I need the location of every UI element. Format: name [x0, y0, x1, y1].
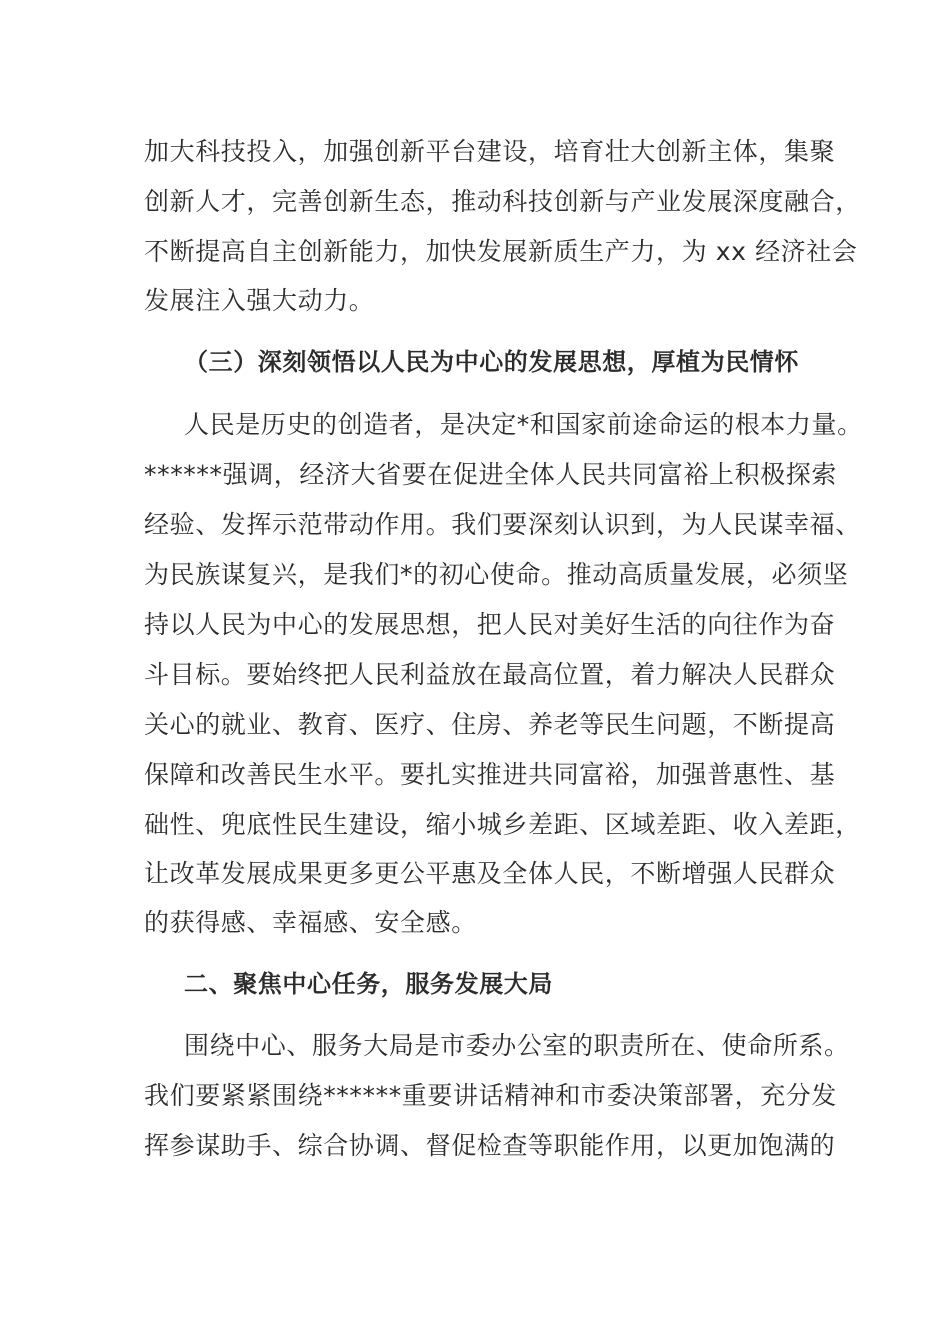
paragraph-line — [144, 509, 861, 545]
line-text: 的获得感、幸福感、安全感。 — [144, 908, 477, 937]
paragraph-line — [144, 136, 836, 172]
line-text: 让改革发展成果更多更公平惠及全体人民，不断增强人民群众 — [144, 859, 836, 888]
paragraph-line — [144, 186, 861, 222]
paragraph-line — [144, 659, 836, 695]
paragraph-line — [144, 759, 836, 795]
paragraph-line — [144, 858, 836, 894]
line-text: 为民族谋复兴，是我们*的初心使命。推动高质量发展，必须坚 — [144, 560, 849, 589]
paragraph-line — [144, 236, 858, 272]
paragraph-line — [184, 1030, 850, 1066]
line-text: 关心的就业、教育、医疗、住房、养老等民生问题，不断提高 — [144, 710, 836, 739]
line-text: 经验、发挥示范带动作用。我们要深刻认识到，为人民谋幸福、 — [144, 510, 861, 539]
line-text: 围绕中心、服务大局是市委办公室的职责所在、使命所系。 — [184, 1031, 850, 1060]
line-text: 人民是历史的创造者，是决定*和国家前途命运的根本力量。 — [184, 410, 863, 439]
paragraph-line — [144, 459, 838, 495]
paragraph-line — [144, 1130, 836, 1166]
line-text: 发展注入强大动力。 — [144, 286, 375, 315]
line-text: ******强调，经济大省要在促进全体人民共同富裕上积极探索 — [144, 460, 838, 489]
paragraph-line — [144, 907, 824, 943]
line-text: 挥参谋助手、综合协调、督促检查等职能作用，以更加饱满的 — [144, 1131, 836, 1160]
line-text: 我们要紧紧围绕******重要讲话精神和市委决策部署，充分发 — [144, 1081, 838, 1110]
paragraph-line — [184, 409, 863, 445]
line-text: 持以人民为中心的发展思想，把人民对美好生活的向往作为奋 — [144, 610, 836, 639]
heading-text: （三）深刻领悟以人民为中心的发展思想，厚植为民情怀 — [184, 348, 799, 376]
paragraph-line — [144, 285, 824, 321]
paragraph-line — [144, 809, 861, 845]
paragraph-line — [144, 709, 836, 745]
paragraph-line — [144, 1080, 838, 1116]
line-text: 斗目标。要始终把人民利益放在最高位置，着力解决人民群众 — [144, 660, 836, 689]
line-text: 保障和改善民生水平。要扎实推进共同富裕，加强普惠性、基 — [144, 760, 836, 789]
section-heading — [184, 346, 824, 382]
heading-text: 二、聚焦中心任务，服务发展大局 — [184, 970, 553, 998]
paragraph-line — [144, 609, 836, 645]
line-text: 础性、兜底性民生建设，缩小城乡差距、区域差距、收入差距， — [144, 810, 861, 839]
line-text: 创新人才，完善创新生态，推动科技创新与产业发展深度融合， — [144, 187, 861, 216]
section-heading — [184, 968, 824, 1004]
line-text: 不断提高自主创新能力，加快发展新质生产力，为 xx 经济社会 — [144, 237, 858, 266]
paragraph-line — [144, 559, 849, 595]
line-text: 加大科技投入，加强创新平台建设，培育壮大创新主体，集聚 — [144, 137, 836, 166]
